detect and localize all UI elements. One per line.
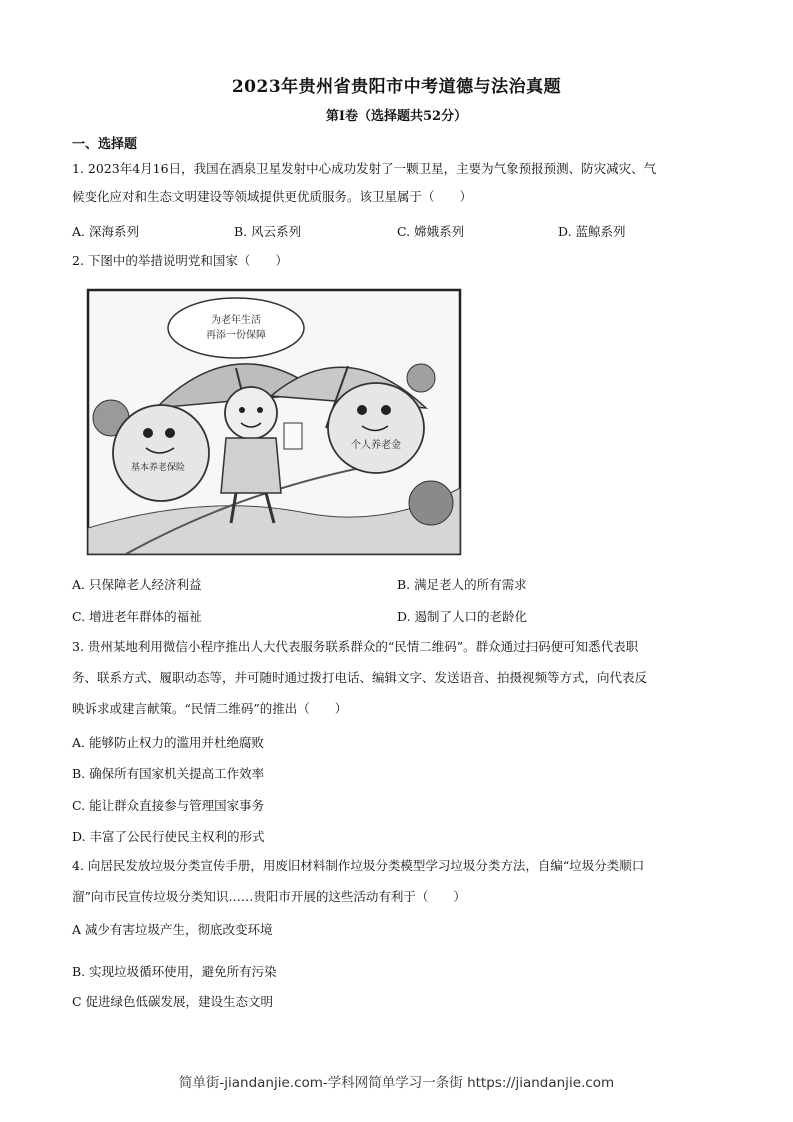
volume-subtitle: 第Ⅰ卷（选择题共52分）	[325, 109, 468, 124]
q2-option-c: C. 增进老年群体的福祉	[72, 609, 202, 624]
q1-line2: 候变化应对和生态文明建设等领域提供更优质服务。该卫星属于（ ）	[72, 189, 473, 204]
q2-option-a: A. 只保障老人经济利益	[72, 577, 202, 592]
q3-line1: 3. 贵州某地利用微信小程序推出人大代表服务联系群众的“民情二维码”。群众通过扫码便可知悉代表职	[72, 639, 639, 654]
q4-line2: 溜”向市民宣传垃圾分类知识……贵阳市开展的这些活动有利于（ ）	[72, 889, 466, 904]
q4-option-c: C 促进绿色低碳发展，建设生态文明	[72, 994, 274, 1009]
q3-option-a: A. 能够防止权力的滥用并杜绝腐败	[72, 735, 264, 750]
exam-title: 2023年贵州省贵阳市中考道德与法治真题	[231, 77, 562, 97]
q4-option-a: A 减少有害垃圾产生，彻底改变环境	[72, 922, 273, 937]
svg-text:个人养老金: 个人养老金	[351, 440, 401, 451]
svg-text:再添一份保障: 再添一份保障	[206, 330, 266, 341]
elderly-care-cartoon	[86, 288, 462, 556]
q1-line1: 1. 2023年4月16日，我国在酒泉卫星发射中心成功发射了一颗卫星，主要为气象预报预测、防灾减灾、气	[72, 161, 657, 176]
q1-option-b: B. 风云系列	[234, 224, 302, 239]
section-heading: 一、选择题	[72, 137, 138, 152]
q3-option-b: B. 确保所有国家机关提高工作效率	[72, 766, 265, 781]
q3-line2: 务、联系方式、履职动态等，并可随时通过拨打电话、编辑文字、发送语音、拍摄视频等方式，向代表反	[72, 670, 648, 685]
q3-line3: 映诉求或建言献策。“民情二维码”的推出（ ）	[72, 701, 348, 716]
svg-text:基本养老保险: 基本养老保险	[130, 463, 186, 473]
q2-line1: 2. 下图中的举措说明党和国家（ ）	[72, 253, 288, 268]
q3-option-c: C. 能让群众直接参与管理国家事务	[72, 798, 265, 813]
q1-option-c: C. 嫦娥系列	[397, 224, 465, 239]
svg-text:为老年生活: 为老年生活	[211, 315, 261, 326]
q4-option-b: B. 实现垃圾循环使用，避免所有污染	[72, 964, 277, 979]
q3-option-d: D. 丰富了公民行使民主权利的形式	[72, 829, 265, 844]
q1-option-d: D. 蓝鲸系列	[558, 224, 626, 239]
q2-option-b: B. 满足老人的所有需求	[397, 577, 527, 592]
q4-line1: 4. 向居民发放垃圾分类宣传手册，用废旧材料制作垃圾分类模型学习垃圾分类方法，自编“垃圾分类顺口	[72, 858, 645, 873]
q1-option-a: A. 深海系列	[72, 224, 139, 239]
page-footer: 简单街-jiandanjie.com-学科网简单学习一条街 https://jiandanjie.com	[178, 1075, 615, 1091]
q2-option-d: D. 遏制了人口的老龄化	[397, 609, 528, 624]
